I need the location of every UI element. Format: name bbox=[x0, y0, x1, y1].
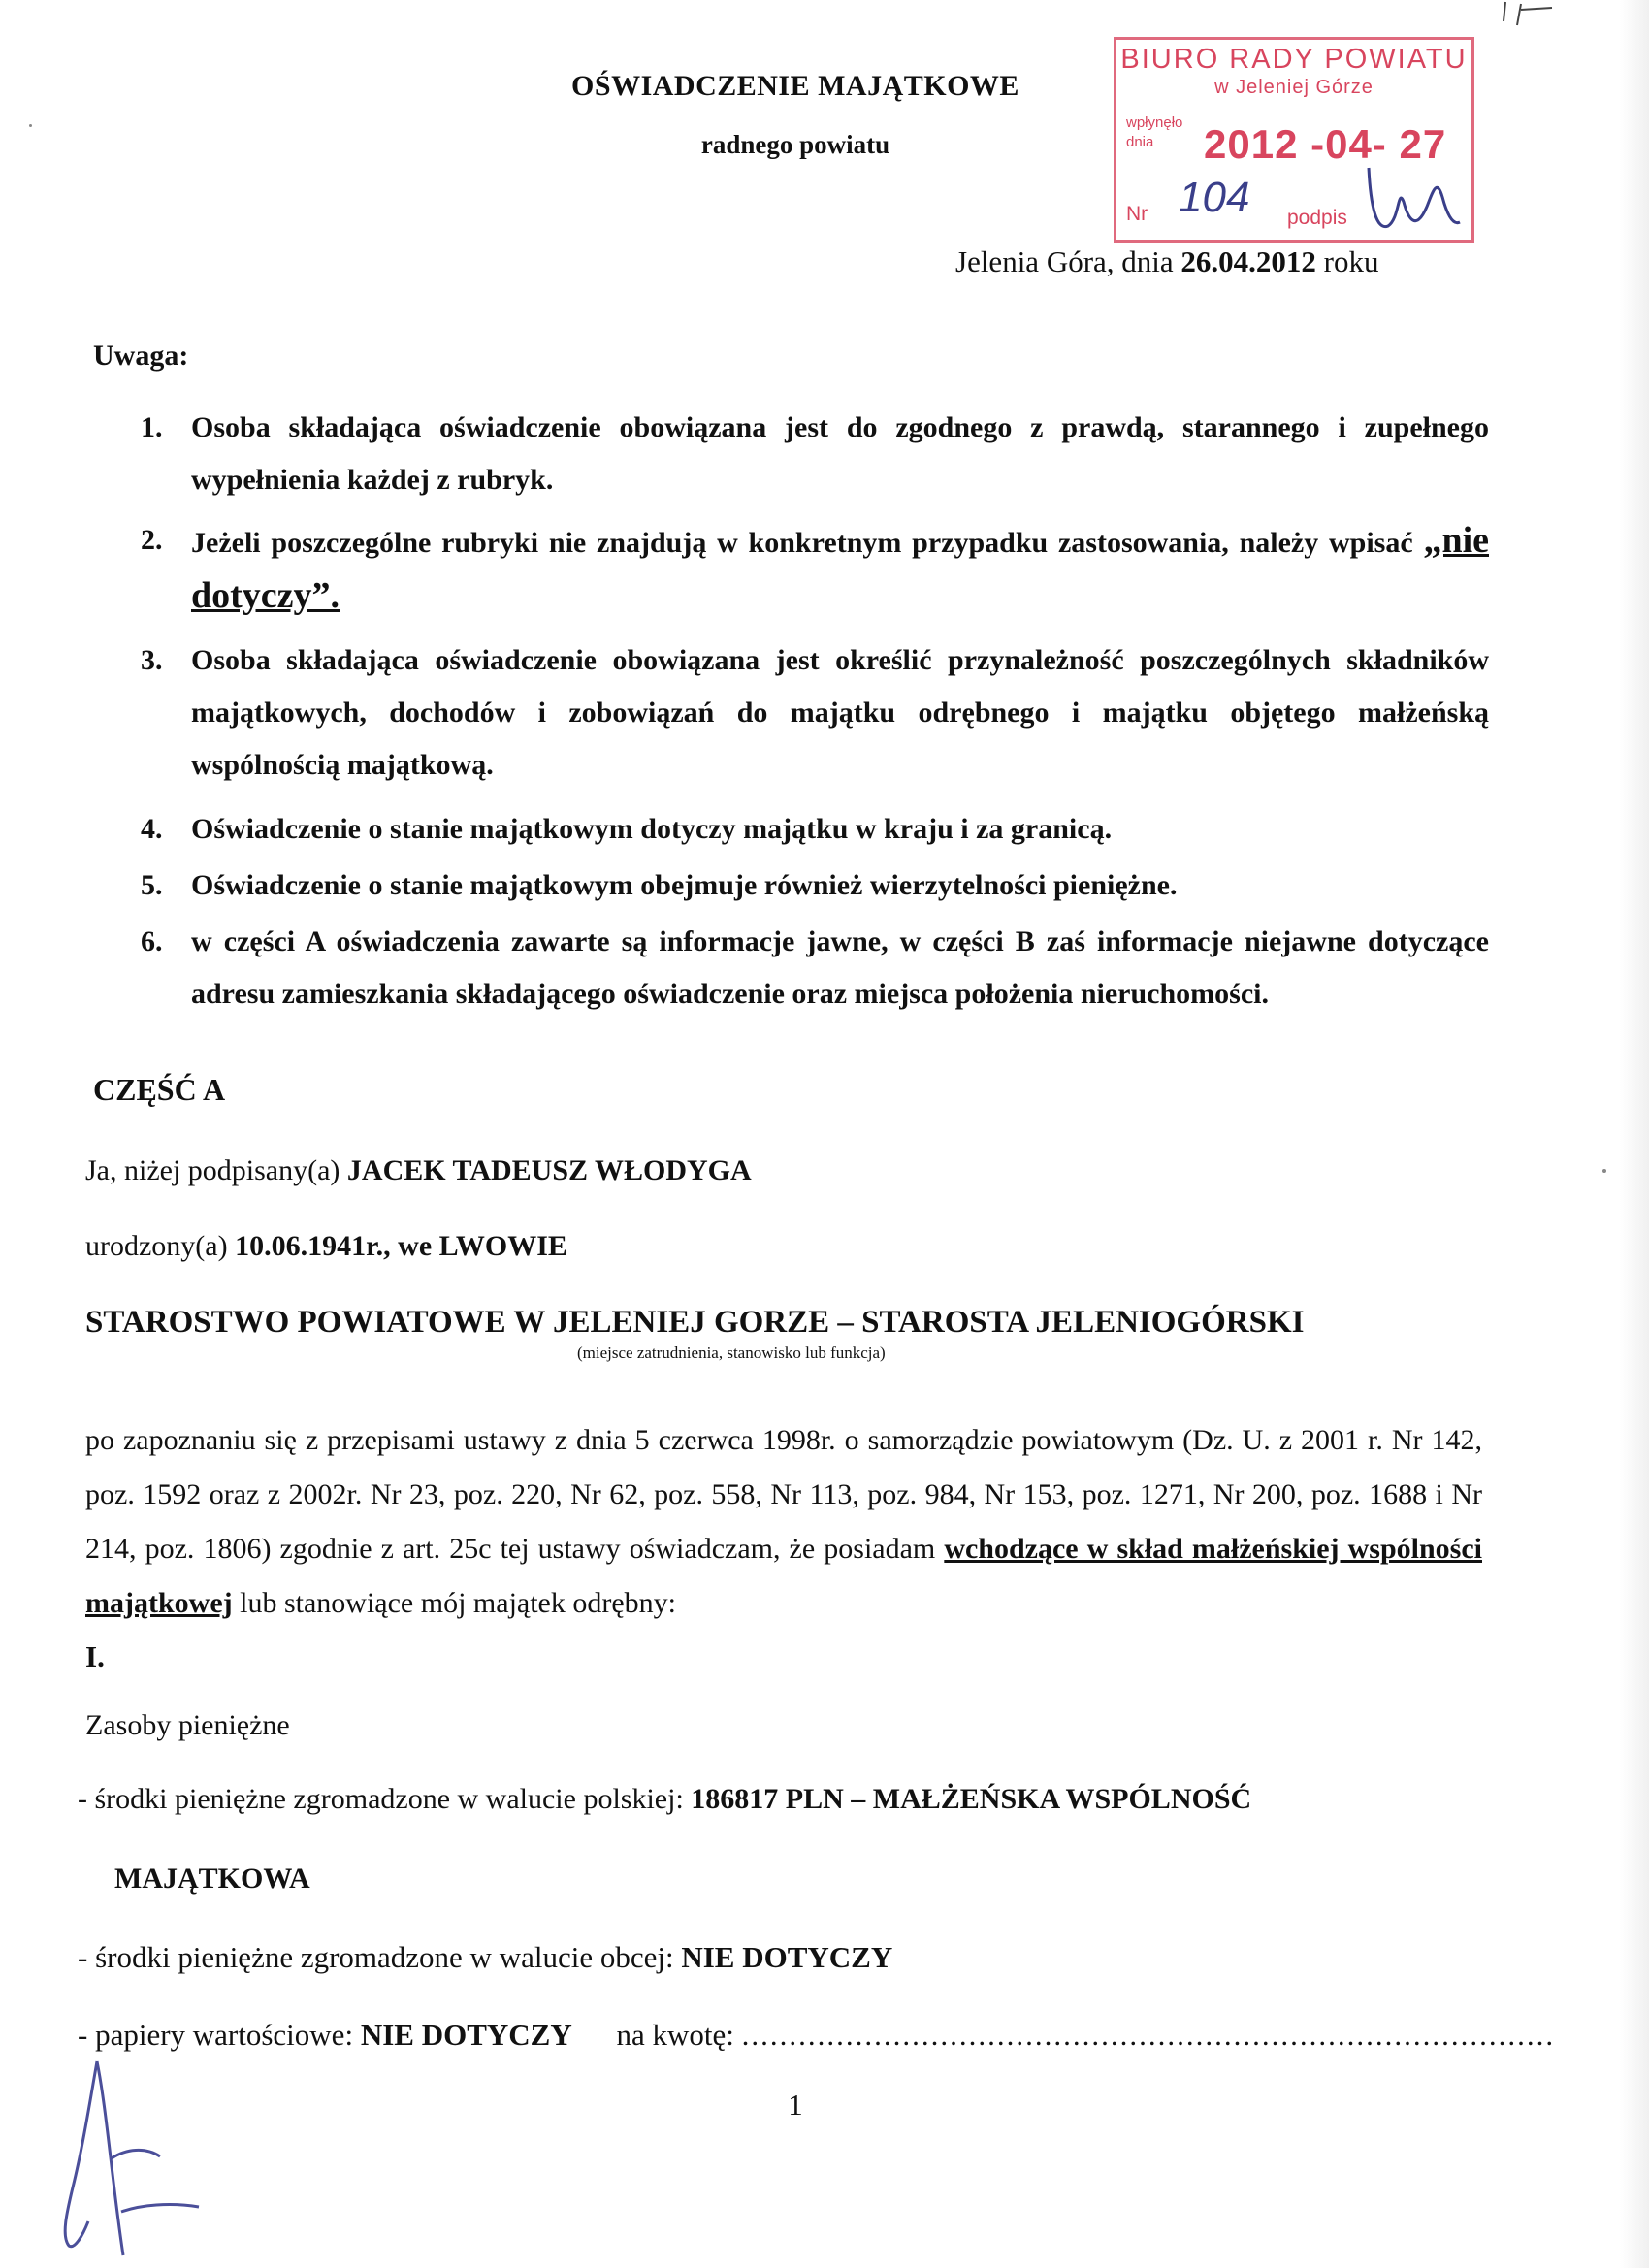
note-number: 4. bbox=[141, 813, 163, 845]
stamp-nr-label: Nr bbox=[1126, 203, 1148, 225]
asset-line bbox=[78, 1940, 892, 1975]
note-item bbox=[141, 402, 1489, 506]
declarant-label: Ja, niżej podpisany(a) bbox=[85, 1154, 347, 1186]
paragraph-text: po zapoznaniu się z przepisami ustawy z dnia 5 czerwca 1998r. o samorządzie powiatowym (Dz. U. z 2001 r. Nr 142, poz. 1592 oraz z 2002r. Nr 23, poz. 220, Nr 62, poz. 558, Nr 113, poz. 984, Nr 153, poz. 1271, Nr 200, poz. 1688 i Nr 214, poz. 1806) zgodnie z art. 25c tej ustawy oświadczam, że posiadam bbox=[85, 1424, 1482, 1565]
asset-value: 186817 PLN – MAŁŻEŃSKA WSPÓLNOŚĆ bbox=[691, 1783, 1252, 1815]
handwritten-initials bbox=[53, 2042, 218, 2265]
asset-value: NIE DOTYCZY bbox=[360, 2018, 572, 2052]
note-item bbox=[141, 803, 1489, 856]
stamp-nr-value: 104 bbox=[1179, 174, 1250, 221]
note-text bbox=[191, 514, 1489, 625]
note-item bbox=[141, 859, 1489, 912]
place-and-date bbox=[955, 244, 1379, 279]
asset-value-continuation: MAJĄTKOWA bbox=[114, 1863, 310, 1895]
stamp-date: 2012 -04- 27 bbox=[1204, 121, 1447, 167]
employer-caption: (miejsce zatrudnienia, stanowisko lub funkcja) bbox=[577, 1344, 886, 1362]
place-date-prefix: Jelenia Góra, dnia bbox=[955, 244, 1181, 278]
asset-label: - środki pieniężne zgromadzone w walucie obcej: bbox=[78, 1940, 682, 1974]
stamp-received-line2: dnia bbox=[1126, 134, 1154, 150]
stamp-received-line1: wpłynęło bbox=[1126, 114, 1183, 131]
amount-dots: ...................................................................................... bbox=[741, 2018, 1556, 2052]
document-subtitle: radnego powiatu bbox=[700, 130, 890, 159]
section-heading: Zasoby pieniężne bbox=[85, 1709, 290, 1741]
note-number: 1. bbox=[141, 411, 163, 443]
note-text: Osoba składająca oświadczenie obowiązana jest określić przynależność poszczególnych składników majątkowych, dochodów i zobowiązań do majątku odrębnego i majątku objętego małżeńską wspólnością majątkową. bbox=[191, 644, 1489, 781]
asset-line bbox=[78, 1783, 1474, 1816]
birth-date: 10.06.1941r. bbox=[235, 1230, 384, 1262]
place-date-suffix: roku bbox=[1315, 244, 1379, 278]
stamp-signature-scribble bbox=[1359, 148, 1466, 245]
document-title: OŚWIADCZENIE MAJĄTKOWE bbox=[571, 70, 1019, 102]
place-date-value: 26.04.2012 bbox=[1180, 244, 1316, 278]
stamp-city: w Jeleniej Górze bbox=[1214, 77, 1374, 98]
note-item bbox=[141, 634, 1489, 792]
birth-line bbox=[85, 1230, 567, 1263]
birth-place: , we LWOWIE bbox=[383, 1230, 567, 1262]
paragraph-tail: lub stanowiące mój majątek odrębny: bbox=[232, 1587, 677, 1619]
scan-speck bbox=[29, 124, 32, 127]
page-number: 1 bbox=[788, 2088, 803, 2122]
note-text: Osoba składająca oświadczenie obowiązana jest do zgodnego z prawdą, starannego i zupełnego wypełnienia każdej z rubryk. bbox=[191, 411, 1489, 496]
stamp-signature-label: podpis bbox=[1287, 207, 1347, 229]
section-numeral: I. bbox=[85, 1639, 105, 1673]
declarant-line bbox=[85, 1154, 752, 1187]
note-text: Oświadczenie o stanie majątkowym dotyczy majątku w kraju i za granicą. bbox=[191, 813, 1113, 845]
stamp-received-label bbox=[1126, 113, 1184, 152]
corner-handwritten-mark bbox=[1494, 0, 1610, 39]
note-text-main: Jeżeli poszczególne rubryki nie znajdują w konkretnym przypadku zastosowania, należy wpisać bbox=[191, 527, 1424, 559]
note-number: 3. bbox=[141, 644, 163, 676]
note-number: 6. bbox=[141, 925, 163, 957]
note-text: Oświadczenie o stanie majątkowym obejmuje również wierzytelności pieniężne. bbox=[191, 869, 1178, 901]
scan-speck bbox=[1602, 1169, 1606, 1173]
scan-edge bbox=[1620, 0, 1649, 2268]
note-text: w części A oświadczenia zawarte są informacje jawne, w części B zaś informacje niejawne dotyczące adresu zamieszkania składającego oświadczenie oraz miejsca położenia nieruchomości. bbox=[191, 925, 1489, 1010]
note-number: 5. bbox=[141, 869, 163, 901]
employer-field: STAROSTWO POWIATOWE W JELENIEJ GORZE – STAROSTA JELENIOGÓRSKI bbox=[85, 1305, 1305, 1340]
amount-label: na kwotę: bbox=[616, 2018, 742, 2052]
birth-label: urodzony(a) bbox=[85, 1230, 236, 1262]
declarant-name: JACEK TADEUSZ WŁODYGA bbox=[346, 1154, 752, 1186]
asset-label: - środki pieniężne zgromadzone w walucie polskiej: bbox=[78, 1783, 692, 1815]
part-a-heading: CZĘŚĆ A bbox=[93, 1072, 226, 1107]
stamp-office: BIURO RADY POWIATU bbox=[1120, 44, 1468, 75]
note-emphasis: „nie dotyczy”. bbox=[191, 520, 1489, 616]
note-item bbox=[141, 514, 1489, 625]
registry-stamp bbox=[1114, 37, 1474, 243]
notes-heading: Uwaga: bbox=[93, 340, 189, 372]
declaration-paragraph bbox=[85, 1413, 1482, 1631]
asset-label: - papiery wartościowe: bbox=[78, 2018, 361, 2052]
asset-value: NIE DOTYCZY bbox=[681, 1940, 893, 1974]
note-item bbox=[141, 916, 1489, 1021]
note-number: 2. bbox=[141, 524, 163, 556]
asset-line bbox=[78, 2018, 1555, 2053]
paragraph-emphasis: wchodzące w skład małżeńskiej wspólności majątkowej bbox=[85, 1533, 1482, 1619]
